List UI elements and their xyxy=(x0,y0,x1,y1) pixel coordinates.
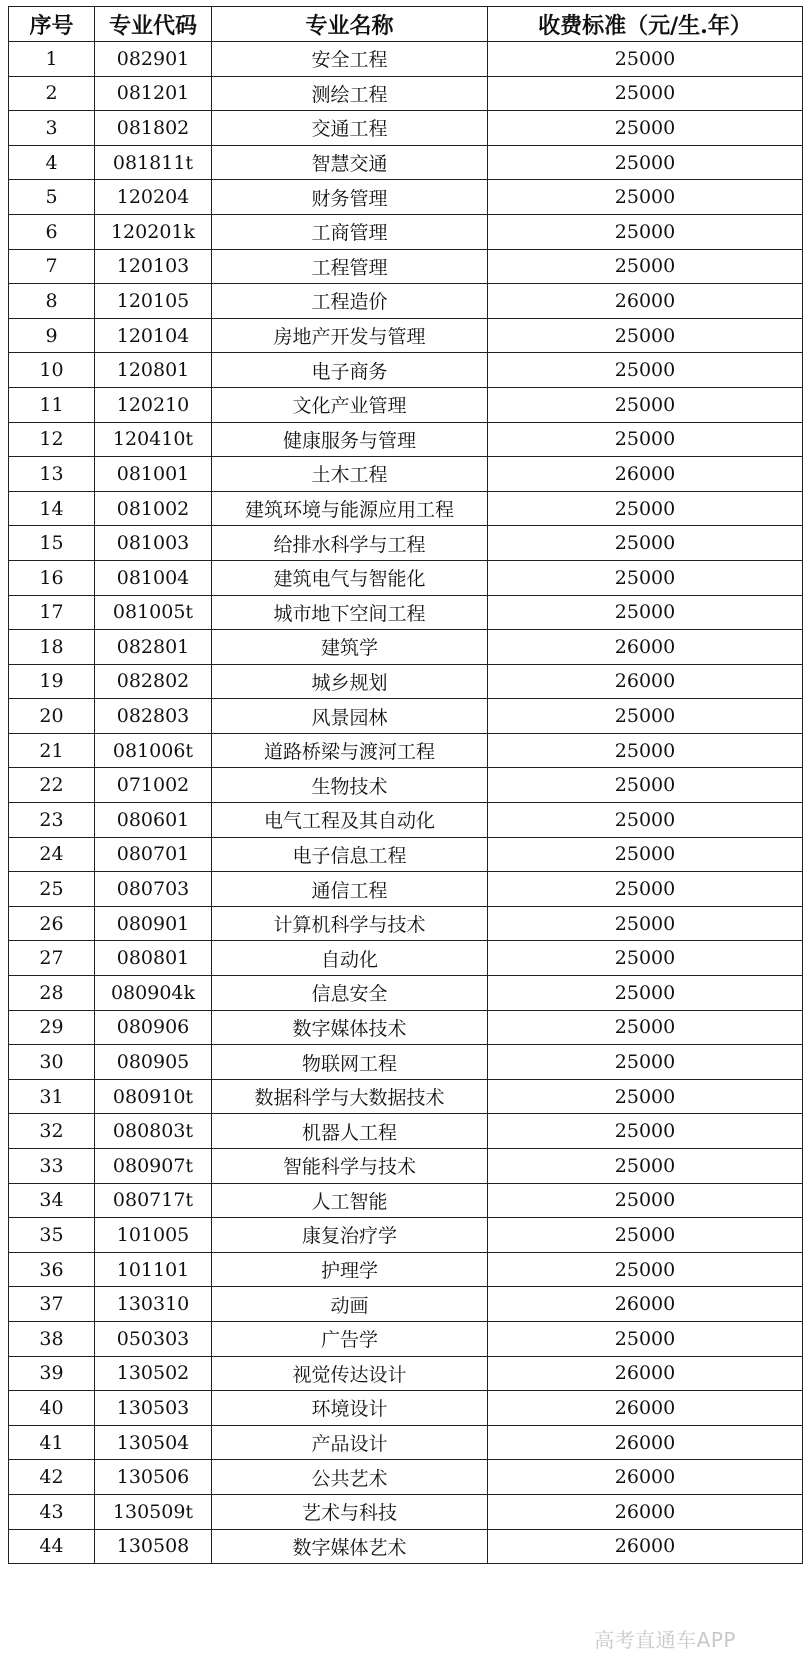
major-code: 082803 xyxy=(95,699,212,734)
major-code: 080801 xyxy=(95,941,212,976)
major-name: 产品设计 xyxy=(212,1425,488,1460)
table-row xyxy=(9,906,803,941)
fee-amount: 26000 xyxy=(488,1425,803,1460)
fee-amount: 25000 xyxy=(488,111,803,146)
table-row xyxy=(9,664,803,699)
row-index: 17 xyxy=(9,595,95,630)
major-name: 广告学 xyxy=(212,1321,488,1356)
fee-amount: 25000 xyxy=(488,1183,803,1218)
major-name: 建筑环境与能源应用工程 xyxy=(212,491,488,526)
row-index: 32 xyxy=(9,1114,95,1149)
table-row xyxy=(9,180,803,215)
table-row xyxy=(9,318,803,353)
fee-amount: 25000 xyxy=(488,768,803,803)
watermark: 高考直通车APP xyxy=(594,1628,736,1652)
major-name: 动画 xyxy=(212,1287,488,1322)
header-index: 序号 xyxy=(9,7,95,42)
fee-table xyxy=(8,6,803,1564)
major-name: 道路桥梁与渡河工程 xyxy=(212,733,488,768)
row-index: 37 xyxy=(9,1287,95,1322)
major-name: 文化产业管理 xyxy=(212,387,488,422)
major-name: 电子商务 xyxy=(212,353,488,388)
table-row xyxy=(9,353,803,388)
fee-amount: 25000 xyxy=(488,1252,803,1287)
major-name: 城市地下空间工程 xyxy=(212,595,488,630)
fee-amount: 25000 xyxy=(488,145,803,180)
major-name: 电气工程及其自动化 xyxy=(212,803,488,838)
major-code: 120210 xyxy=(95,387,212,422)
fee-amount: 25000 xyxy=(488,318,803,353)
major-code: 081811t xyxy=(95,145,212,180)
row-index: 27 xyxy=(9,941,95,976)
table-row xyxy=(9,214,803,249)
fee-amount: 26000 xyxy=(488,1356,803,1391)
major-code: 101005 xyxy=(95,1218,212,1253)
fee-amount: 25000 xyxy=(488,1079,803,1114)
fee-amount: 25000 xyxy=(488,526,803,561)
major-code: 080904k xyxy=(95,976,212,1011)
major-code: 130506 xyxy=(95,1460,212,1495)
table-row xyxy=(9,491,803,526)
row-index: 15 xyxy=(9,526,95,561)
row-index: 6 xyxy=(9,214,95,249)
fee-amount: 25000 xyxy=(488,1114,803,1149)
major-name: 生物技术 xyxy=(212,768,488,803)
fee-amount: 25000 xyxy=(488,1010,803,1045)
fee-amount: 25000 xyxy=(488,699,803,734)
row-index: 20 xyxy=(9,699,95,734)
fee-amount: 25000 xyxy=(488,76,803,111)
major-name: 工程管理 xyxy=(212,249,488,284)
row-index: 13 xyxy=(9,457,95,492)
major-name: 土木工程 xyxy=(212,457,488,492)
major-code: 120801 xyxy=(95,353,212,388)
table-row xyxy=(9,1114,803,1149)
major-name: 财务管理 xyxy=(212,180,488,215)
major-name: 环境设计 xyxy=(212,1391,488,1426)
row-index: 39 xyxy=(9,1356,95,1391)
row-index: 7 xyxy=(9,249,95,284)
fee-amount: 25000 xyxy=(488,1321,803,1356)
major-name: 艺术与科技 xyxy=(212,1494,488,1529)
table-row xyxy=(9,976,803,1011)
fee-amount: 25000 xyxy=(488,837,803,872)
row-index: 16 xyxy=(9,560,95,595)
table-row xyxy=(9,941,803,976)
major-code: 080905 xyxy=(95,1045,212,1080)
fee-amount: 25000 xyxy=(488,249,803,284)
major-code: 080910t xyxy=(95,1079,212,1114)
row-index: 23 xyxy=(9,803,95,838)
table-row xyxy=(9,1218,803,1253)
fee-amount: 26000 xyxy=(488,1391,803,1426)
table-row xyxy=(9,249,803,284)
table-row xyxy=(9,803,803,838)
major-code: 080701 xyxy=(95,837,212,872)
header-major-name: 专业名称 xyxy=(212,7,488,42)
table-row xyxy=(9,422,803,457)
major-code: 130310 xyxy=(95,1287,212,1322)
major-code: 120410t xyxy=(95,422,212,457)
fee-amount: 26000 xyxy=(488,630,803,665)
major-name: 数字媒体艺术 xyxy=(212,1529,488,1564)
row-index: 30 xyxy=(9,1045,95,1080)
major-code: 081802 xyxy=(95,111,212,146)
header-major-code: 专业代码 xyxy=(95,7,212,42)
row-index: 11 xyxy=(9,387,95,422)
major-code: 120204 xyxy=(95,180,212,215)
major-name: 信息安全 xyxy=(212,976,488,1011)
major-code: 082901 xyxy=(95,42,212,77)
table-row xyxy=(9,457,803,492)
table-row xyxy=(9,1183,803,1218)
fee-amount: 25000 xyxy=(488,422,803,457)
major-code: 081005t xyxy=(95,595,212,630)
table-row xyxy=(9,1252,803,1287)
table-row xyxy=(9,1079,803,1114)
major-code: 080703 xyxy=(95,872,212,907)
fee-amount: 25000 xyxy=(488,906,803,941)
table-row xyxy=(9,111,803,146)
fee-amount: 26000 xyxy=(488,1529,803,1564)
table-row xyxy=(9,837,803,872)
table-row xyxy=(9,42,803,77)
fee-amount: 25000 xyxy=(488,872,803,907)
row-index: 36 xyxy=(9,1252,95,1287)
row-index: 14 xyxy=(9,491,95,526)
major-name: 建筑学 xyxy=(212,630,488,665)
major-name: 工程造价 xyxy=(212,284,488,319)
fee-amount: 25000 xyxy=(488,803,803,838)
major-name: 康复治疗学 xyxy=(212,1218,488,1253)
row-index: 22 xyxy=(9,768,95,803)
major-name: 计算机科学与技术 xyxy=(212,906,488,941)
fee-amount: 25000 xyxy=(488,733,803,768)
row-index: 19 xyxy=(9,664,95,699)
major-code: 081006t xyxy=(95,733,212,768)
major-name: 建筑电气与智能化 xyxy=(212,560,488,595)
major-code: 101101 xyxy=(95,1252,212,1287)
fee-amount: 26000 xyxy=(488,1494,803,1529)
major-code: 080717t xyxy=(95,1183,212,1218)
row-index: 42 xyxy=(9,1460,95,1495)
major-name: 智能科学与技术 xyxy=(212,1149,488,1184)
table-row xyxy=(9,1460,803,1495)
major-name: 房地产开发与管理 xyxy=(212,318,488,353)
fee-amount: 25000 xyxy=(488,42,803,77)
major-name: 数字媒体技术 xyxy=(212,1010,488,1045)
fee-amount: 26000 xyxy=(488,457,803,492)
major-code: 071002 xyxy=(95,768,212,803)
row-index: 44 xyxy=(9,1529,95,1564)
row-index: 21 xyxy=(9,733,95,768)
table-row xyxy=(9,733,803,768)
row-index: 3 xyxy=(9,111,95,146)
major-code: 081002 xyxy=(95,491,212,526)
row-index: 29 xyxy=(9,1010,95,1045)
table-row xyxy=(9,1149,803,1184)
table-row xyxy=(9,872,803,907)
major-name: 安全工程 xyxy=(212,42,488,77)
major-code: 130503 xyxy=(95,1391,212,1426)
major-code: 081003 xyxy=(95,526,212,561)
row-index: 31 xyxy=(9,1079,95,1114)
table-row xyxy=(9,76,803,111)
row-index: 9 xyxy=(9,318,95,353)
fee-amount: 26000 xyxy=(488,664,803,699)
table-row xyxy=(9,1529,803,1564)
fee-amount: 26000 xyxy=(488,284,803,319)
major-code: 081004 xyxy=(95,560,212,595)
table-row xyxy=(9,1494,803,1529)
major-code: 130502 xyxy=(95,1356,212,1391)
row-index: 1 xyxy=(9,42,95,77)
fee-amount: 25000 xyxy=(488,976,803,1011)
major-code: 050303 xyxy=(95,1321,212,1356)
major-name: 人工智能 xyxy=(212,1183,488,1218)
major-code: 120201k xyxy=(95,214,212,249)
major-code: 130509t xyxy=(95,1494,212,1529)
fee-amount: 25000 xyxy=(488,353,803,388)
major-name: 数据科学与大数据技术 xyxy=(212,1079,488,1114)
major-name: 智慧交通 xyxy=(212,145,488,180)
major-code: 080906 xyxy=(95,1010,212,1045)
row-index: 43 xyxy=(9,1494,95,1529)
major-name: 测绘工程 xyxy=(212,76,488,111)
major-name: 电子信息工程 xyxy=(212,837,488,872)
major-name: 物联网工程 xyxy=(212,1045,488,1080)
fee-amount: 25000 xyxy=(488,595,803,630)
major-name: 机器人工程 xyxy=(212,1114,488,1149)
fee-amount: 26000 xyxy=(488,1460,803,1495)
fee-amount: 25000 xyxy=(488,214,803,249)
row-index: 41 xyxy=(9,1425,95,1460)
major-code: 120105 xyxy=(95,284,212,319)
major-code: 082802 xyxy=(95,664,212,699)
header-fee-standard: 收费标准（元/生.年） xyxy=(488,7,803,42)
major-name: 工商管理 xyxy=(212,214,488,249)
row-index: 26 xyxy=(9,906,95,941)
major-code: 081201 xyxy=(95,76,212,111)
major-code: 080803t xyxy=(95,1114,212,1149)
row-index: 5 xyxy=(9,180,95,215)
major-name: 公共艺术 xyxy=(212,1460,488,1495)
table-row xyxy=(9,1010,803,1045)
fee-amount: 25000 xyxy=(488,387,803,422)
row-index: 4 xyxy=(9,145,95,180)
table-row xyxy=(9,284,803,319)
major-name: 自动化 xyxy=(212,941,488,976)
major-name: 通信工程 xyxy=(212,872,488,907)
table-row xyxy=(9,1287,803,1322)
fee-amount: 25000 xyxy=(488,491,803,526)
table-body xyxy=(9,42,803,1564)
row-index: 2 xyxy=(9,76,95,111)
fee-amount: 25000 xyxy=(488,180,803,215)
major-code: 130508 xyxy=(95,1529,212,1564)
fee-amount: 25000 xyxy=(488,1149,803,1184)
major-name: 健康服务与管理 xyxy=(212,422,488,457)
table-row xyxy=(9,1391,803,1426)
major-name: 城乡规划 xyxy=(212,664,488,699)
major-name: 交通工程 xyxy=(212,111,488,146)
row-index: 18 xyxy=(9,630,95,665)
major-code: 080907t xyxy=(95,1149,212,1184)
row-index: 40 xyxy=(9,1391,95,1426)
major-name: 风景园林 xyxy=(212,699,488,734)
row-index: 38 xyxy=(9,1321,95,1356)
row-index: 24 xyxy=(9,837,95,872)
row-index: 28 xyxy=(9,976,95,1011)
table-row xyxy=(9,1321,803,1356)
fee-amount: 25000 xyxy=(488,1218,803,1253)
major-code: 080901 xyxy=(95,906,212,941)
table-row xyxy=(9,595,803,630)
row-index: 35 xyxy=(9,1218,95,1253)
header-row xyxy=(9,7,803,42)
table-row xyxy=(9,699,803,734)
table-row xyxy=(9,1425,803,1460)
major-code: 081001 xyxy=(95,457,212,492)
table-row xyxy=(9,145,803,180)
table-row xyxy=(9,526,803,561)
major-code: 080601 xyxy=(95,803,212,838)
fee-amount: 26000 xyxy=(488,1287,803,1322)
fee-amount: 25000 xyxy=(488,560,803,595)
fee-amount: 25000 xyxy=(488,941,803,976)
major-name: 视觉传达设计 xyxy=(212,1356,488,1391)
table-row xyxy=(9,387,803,422)
row-index: 33 xyxy=(9,1149,95,1184)
table-row xyxy=(9,630,803,665)
row-index: 34 xyxy=(9,1183,95,1218)
row-index: 25 xyxy=(9,872,95,907)
table-row xyxy=(9,768,803,803)
row-index: 10 xyxy=(9,353,95,388)
major-name: 给排水科学与工程 xyxy=(212,526,488,561)
major-code: 120103 xyxy=(95,249,212,284)
row-index: 8 xyxy=(9,284,95,319)
table-row xyxy=(9,560,803,595)
fee-amount: 25000 xyxy=(488,1045,803,1080)
row-index: 12 xyxy=(9,422,95,457)
table-row xyxy=(9,1356,803,1391)
table-row xyxy=(9,1045,803,1080)
major-name: 护理学 xyxy=(212,1252,488,1287)
major-code: 120104 xyxy=(95,318,212,353)
major-code: 130504 xyxy=(95,1425,212,1460)
major-code: 082801 xyxy=(95,630,212,665)
